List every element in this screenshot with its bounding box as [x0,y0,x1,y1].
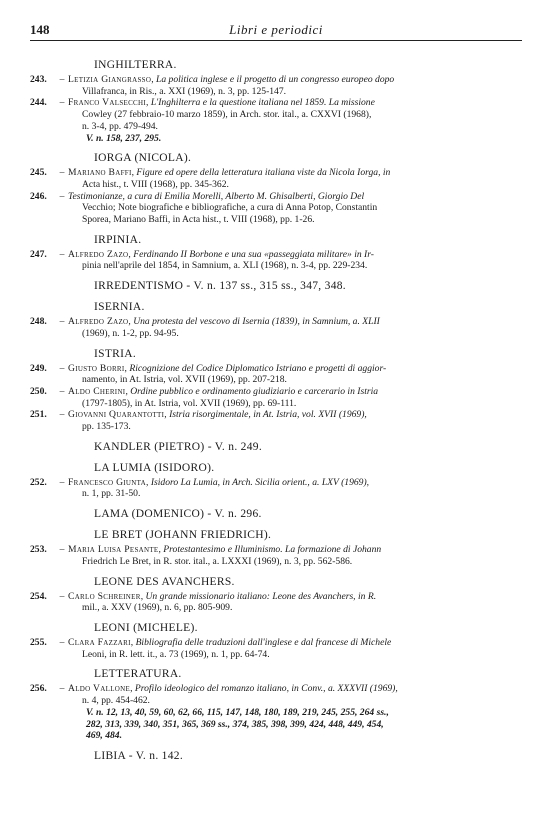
page-header [30,22,522,41]
entry-separator: , [128,316,134,328]
entry-separator: , [128,248,134,260]
entry [30,683,522,742]
section [30,233,522,272]
section [30,151,522,226]
entry-number: 250. [30,385,47,397]
entry-line: Friedrich Le Bret, in R. stor. ital., a. LXXXI (1969), n. 3, pp. 562-586. [82,555,353,567]
section-heading: LEONE DES AVANCHERS. [94,575,235,588]
entry-line: n. 3-4, pp. 479-494. [82,120,158,132]
entry-title: Ferdinando II Borbone e una sua «passeggiata militare» in Ir- [133,248,374,260]
entry-text [68,97,522,144]
entry-author: Aldo Cherini [68,385,126,397]
entry-line [68,683,522,695]
section [30,58,522,144]
section [30,300,522,339]
entry-author: Alfredo Zazo [68,316,129,328]
entry-number: 245. [30,167,47,179]
entry-separator: , [146,476,151,488]
entry-dash: – [59,316,65,328]
entry-dash: – [59,190,65,202]
entry-title: Bibliografia delle traduzioni dall'inglese e dal francese di Michele [135,636,392,648]
entry-text [68,544,522,567]
entry-number: 248. [30,316,47,328]
entry-line [68,386,522,398]
entry-number: 254. [30,590,47,602]
entry-number: 255. [30,636,47,648]
section-heading: LIBIA - V. n. 142. [94,749,183,762]
entry [30,249,522,272]
section [30,347,522,433]
entry-text [68,683,522,742]
entry-separator: , [140,590,146,602]
entry-number: 256. [30,683,47,695]
entry-separator: , [151,74,156,85]
entry-text [68,316,522,339]
cross-reference: 282, 313, 339, 340, 351, 365, 369 ss., 374, 385, 398, 399, 424, 448, 449, 454, [86,718,384,730]
section [30,279,522,293]
entry-line: Leoni, in R. lett. it., a. 73 (1969), n. 1, pp. 64-74. [82,648,270,660]
entry [30,637,522,660]
entry-title: Protestantesimo e Illuminismo. La formazione di Johann [163,544,382,556]
entry-separator: , [131,167,137,179]
section-heading: IRREDENTISMO - V. n. 137 ss., 315 ss., 347, 348. [94,280,346,293]
entry-line: Cowley (27 febbraio-10 marzo 1859), in Arch. stor. ital., a. CXXVI (1968), [82,109,372,121]
entry-title: Ricognizione del Codice Diplomatico Istriano e progetti di aggior- [129,362,387,374]
entry-dash: – [59,409,65,421]
section-heading: LAMA (DOMENICO) - V. n. 296. [94,508,262,521]
entry-author: Francesco Giunta [68,476,147,488]
entry-author: Letizia Giangrasso [68,74,152,85]
entry-author: Clara Fazzari [68,636,131,648]
section [30,667,522,742]
entry-line [68,316,522,328]
entry-author: Mariano Baffi [68,167,132,179]
entry-author: Carlo Schreiner [68,590,141,602]
entry-title: Testimonianze, a cura di Emilia Morelli, Alberto M. Ghisalberti, Giorgio Del [68,190,365,202]
entry-text [68,386,522,409]
entry-dash: – [59,362,65,374]
entry-separator: , [130,683,135,695]
section [30,507,522,521]
entry-number: 244. [30,97,47,109]
entry-line: Acta hist., t. VIII (1968), pp. 345-362. [82,178,229,190]
section-heading: LEONI (MICHELE). [94,621,198,634]
entry [30,97,522,144]
section [30,575,522,614]
entry-line: n. 1, pp. 31-50. [82,488,141,500]
entry-text [68,249,522,272]
entry-author: Maria Luisa Pesante [68,544,159,556]
entry-line: namento, in At. Istria, vol. XVII (1969), pp. 207-218. [82,374,287,386]
entry-text [68,74,522,97]
entry-title: Istria risorgimentale, in At. Istria, vol. XVII (1969), [169,409,367,421]
section-heading: LA LUMIA (ISIDORO). [94,461,215,474]
entry-line: n. 4, pp. 454-462. [82,695,150,707]
entry-line: (1969), n. 1-2, pp. 94-95. [82,327,179,339]
section [30,749,522,763]
entry-number: 252. [30,476,47,488]
entry [30,363,522,386]
entry-line [68,637,522,649]
entry-line: pp. 135-173. [82,421,131,433]
entry-title: Un grande missionario italiano: Leone des Avanchers, in R. [145,590,377,602]
entry-author: Giovanni Quarantotti [68,409,165,421]
section-heading: IORGA (NICOLA). [94,152,192,165]
entry-line [68,544,522,556]
entry-separator: , [164,409,170,421]
section-heading: LETTERATURA. [94,668,182,681]
entry-title: Profilo ideologico del romanzo italiano, in Conv., a. XXXVII (1969), [134,683,398,695]
bibliography-list [30,58,522,770]
entry-separator: , [158,544,164,556]
entry-dash: – [59,74,65,85]
section [30,621,522,660]
entry-title: L'Inghilterra e la questione italiana nel 1859. La missione [150,97,375,109]
entry-number: 251. [30,409,47,421]
entry [30,167,522,190]
entry-separator: , [125,385,131,397]
entry-author: Giusto Borri [68,362,125,374]
entry-line: mil., a. XXV (1969), n. 6, pp. 805-909. [82,602,233,614]
entry-text [68,191,522,226]
entry [30,544,522,567]
entry-author: Alfredo Zazo [68,248,129,260]
entry-separator: , [130,636,136,648]
cross-reference: V. n. 158, 237, 295. [86,132,162,144]
entry-number: 249. [30,362,47,374]
running-title: Libri e periodici [229,22,323,37]
entry-text [68,637,522,660]
entry-line [68,477,522,489]
entry-number: 247. [30,248,47,260]
entry-text [68,363,522,386]
entry-number: 243. [30,74,47,85]
entry-line [68,167,522,179]
entry-line: Sporea, Mariano Baffi, in Acta hist., t. VIII (1968), pp. 1-26. [82,214,315,226]
entry-number: 246. [30,190,47,202]
entry-line [68,74,522,86]
cross-reference: 469, 484. [86,730,122,742]
entry [30,591,522,614]
entry [30,477,522,500]
entry-author: Aldo Vallone [68,683,131,695]
entry [30,409,522,432]
entry-line [68,409,522,421]
entry-dash: – [59,476,65,488]
entry-text [68,167,522,190]
entry-dash: – [59,544,65,556]
entry-separator: , [146,97,151,109]
entry-line: pinia nell'aprile del 1854, in Samnium, a. XLI (1968), n. 3-4, pp. 229-234. [82,260,368,272]
entry [30,386,522,409]
entry-text [68,477,522,500]
section-heading: ISTRIA. [94,347,137,360]
entry-line: Villafranca, in Ris., a. XXI (1969), n. 3, pp. 125-147. [82,85,287,97]
entry-separator: , [124,362,130,374]
entry-text [68,409,522,432]
section-heading: IRPINIA. [94,233,142,246]
page-number: 148 [30,22,50,37]
section-heading: KANDLER (PIETRO) - V. n. 249. [94,440,262,453]
entry-line: Vecchio; Note biografiche e bibliografiche, a cura di Anna Potop, Constantin [82,202,378,214]
entry-title: Una protesta del vescovo di Isernia (1839), in Samnium, a. XLII [133,316,380,328]
entry-title: Ordine pubblico e ordinamento giudiziario e carcerario in Istria [130,385,379,397]
entry-line: (1797-1805), in At. Istria, vol. XVII (1969), pp. 69-111. [82,397,297,409]
section-heading: ISERNIA. [94,301,145,314]
entry-number: 253. [30,544,47,556]
entry-dash: – [59,385,65,397]
entry-dash: – [59,97,65,109]
entry-title: Figure ed opere della letteratura italiana viste da Nicola Iorga, in [136,167,391,179]
entry-dash: – [59,636,65,648]
entry-dash: – [59,167,65,179]
entry-title: Isidoro La Lumia, in Arch. Sicilia orient., a. LXV (1969), [150,476,370,488]
entry-dash: – [59,248,65,260]
entry-line [68,191,522,203]
section [30,528,522,567]
entry-line [68,249,522,261]
entry-line [68,363,522,375]
entry [30,316,522,339]
entry-text [68,591,522,614]
entry-line [68,591,522,603]
cross-reference: V. n. 12, 13, 40, 59, 60, 62, 66, 115, 147, 148, 180, 189, 219, 245, 255, 264 ss., [86,706,389,718]
entry-dash: – [59,683,65,695]
entry-author: Franco Valsecchi [68,97,147,109]
entry-title: La politica inglese e il progetto di un congresso europeo dopo [156,74,395,85]
entry [30,74,522,97]
entry [30,191,522,226]
section-heading: INGHILTERRA. [94,59,177,71]
entry-line [68,97,522,109]
section [30,461,522,500]
section [30,440,522,454]
section-heading: LE BRET (JOHANN FRIEDRICH). [94,529,272,542]
entry-dash: – [59,590,65,602]
